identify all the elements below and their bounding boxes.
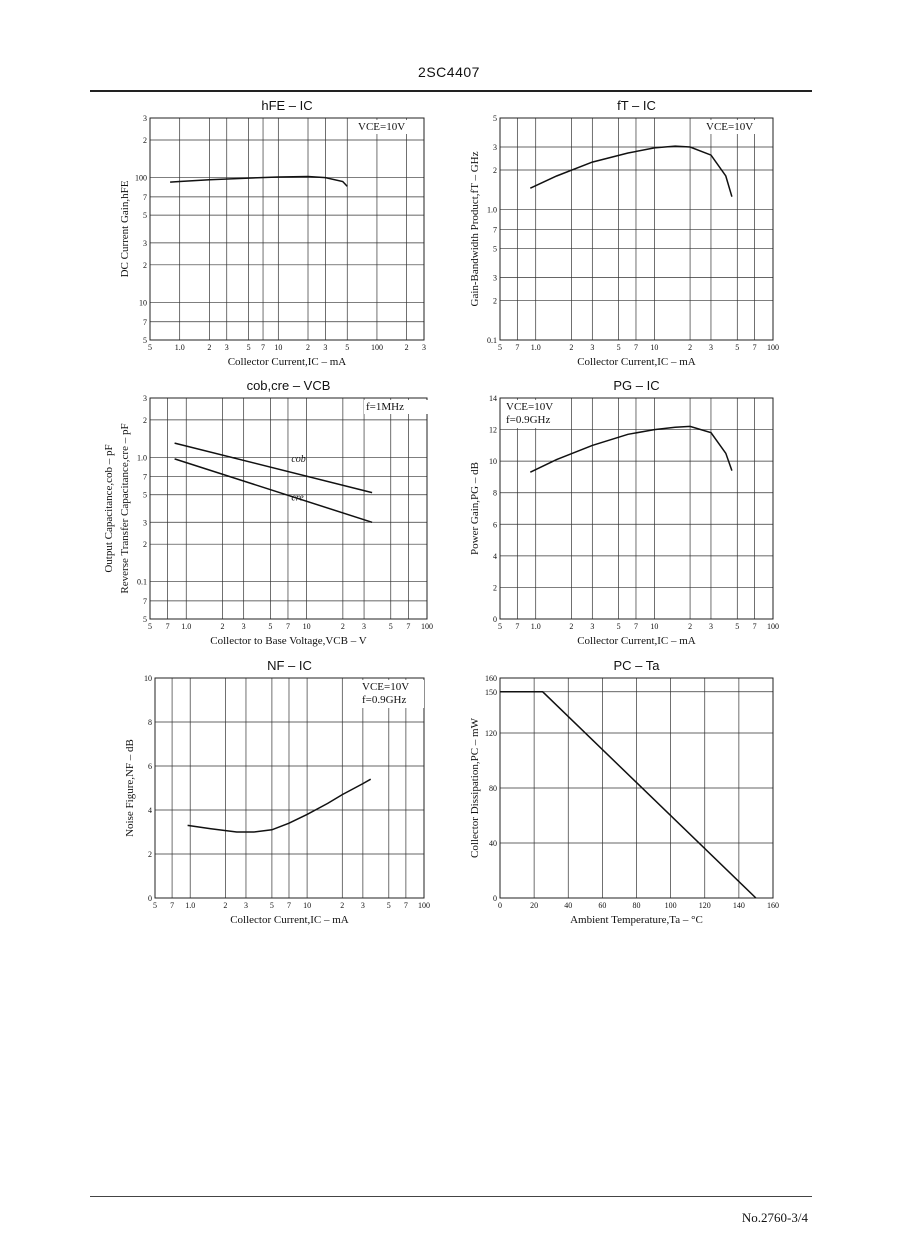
y-tick-label: 3 [493,142,497,152]
plot-frame [500,398,773,619]
y-tick-label: 7 [143,317,147,327]
plot-frame [150,118,424,340]
x-tick-label: 2 [207,343,212,352]
x-tick-label: 100 [767,343,779,352]
series-label-cre: cre [291,492,304,504]
chart-title: NF – IC [267,658,312,673]
x-tick-label: 5 [386,901,391,910]
x-tick-label: 10 [650,343,659,352]
y-tick-label: 7 [143,192,147,202]
y-tick-label: 5 [493,244,497,254]
y-axis-label: Collector Dissipation,PC – mW [469,718,481,858]
x-tick-label: 10 [274,343,283,352]
y-tick-label: 150 [485,687,497,697]
chart-cob [103,378,433,647]
x-tick-label: 160 [767,901,779,910]
y-tick-label: 0 [493,615,497,624]
y-tick-label: 5 [143,615,147,624]
x-tick-label: 10 [303,901,312,910]
x-axis-label: Collector Current,IC – mA [577,356,696,368]
y-tick-label: 5 [143,336,147,345]
condition-label: VCE=10V [706,121,754,133]
x-tick-label: 5 [268,622,273,631]
x-tick-label: 2 [404,343,409,352]
condition-label: f=1MHz [366,401,404,413]
y-tick-label: 6 [148,762,152,771]
x-tick-label: 3 [224,343,229,352]
x-tick-label: 100 [664,901,677,910]
y-tick-label: 0.1 [487,336,497,345]
x-tick-label: 7 [261,343,266,352]
condition-label-secondary: f=0.9GHz [362,694,407,706]
x-tick-label: 10 [650,622,659,631]
y-tick-label: 2 [148,850,152,859]
x-tick-label: 20 [530,901,539,910]
y-tick-label: 8 [493,488,497,498]
y-tick-label: 8 [148,718,152,727]
condition-label: VCE=10V [362,681,410,693]
y-tick-label: 3 [143,238,147,248]
x-tick-label: 3 [708,343,713,352]
y-tick-label: 4 [493,551,497,561]
x-tick-label: 2 [569,343,574,352]
y-tick-label: 3 [143,114,147,123]
chart-pc [469,658,779,926]
chart-nf [124,658,430,926]
y-axis-label: DC Current Gain,hFE [119,180,131,278]
x-tick-label: 7 [285,622,290,631]
y-tick-label: 3 [143,518,147,528]
y-axis-label: Output Capacitance,cob – pF [103,444,115,573]
x-tick-label: 5 [153,901,157,910]
series-label-cob: cob [291,453,306,465]
x-tick-label: 5 [148,622,152,631]
series-line [188,779,371,832]
x-axis-label: Collector Current,IC – mA [227,356,347,368]
y-axis-label: Gain-Bandwidth Product,fT – GHz [469,151,481,307]
y-tick-label: 7 [143,596,147,606]
x-tick-label: 5 [246,343,251,352]
x-tick-label: 7 [406,622,411,631]
plot-frame [150,398,427,619]
x-axis-label: Collector to Base Voltage,VCB – V [210,635,367,647]
x-tick-label: 7 [633,622,638,631]
x-tick-label: 2 [223,901,228,910]
y-tick-label: 2 [493,165,497,175]
condition-label: VCE=10V [506,401,554,413]
y-tick-label: 2 [493,583,497,593]
chart-title: PC – Ta [613,658,660,673]
x-tick-label: 60 [598,901,607,910]
y-tick-label: 5 [493,114,497,123]
x-tick-label: 3 [422,343,426,352]
y-tick-label: 2 [143,540,147,550]
condition-label-secondary: f=0.9GHz [506,414,551,426]
series-line [170,177,347,187]
y-tick-label: 12 [489,425,497,435]
y-tick-label: 40 [489,839,497,848]
x-tick-label: 5 [498,343,502,352]
x-tick-label: 3 [243,901,248,910]
y-tick-label: 14 [489,394,497,403]
y-axis-label: Noise Figure,NF – dB [124,739,136,837]
x-tick-label: 100 [767,622,779,631]
chart-ft [469,98,779,368]
x-tick-label: 2 [306,343,311,352]
y-tick-label: 10 [489,457,497,467]
x-axis-label: Collector Current,IC – mA [230,914,349,926]
x-tick-label: 3 [590,622,595,631]
x-tick-label: 2 [569,622,574,631]
series-line [530,146,732,197]
y-tick-label: 120 [485,729,497,738]
x-tick-label: 5 [735,622,740,631]
x-tick-label: 5 [345,343,350,352]
y-tick-label: 2 [143,260,147,270]
chart-title: fT – IC [617,98,656,113]
x-tick-label: 1.0 [185,901,196,910]
x-tick-label: 3 [708,622,713,631]
x-tick-label: 7 [515,343,520,352]
chart-title: PG – IC [613,378,660,393]
x-tick-label: 5 [616,622,621,631]
x-tick-label: 2 [220,622,225,631]
x-tick-label: 1.0 [181,622,192,631]
x-tick-label: 140 [732,901,745,910]
y-tick-label: 0 [148,894,152,903]
x-tick-label: 7 [515,622,520,631]
x-tick-label: 120 [698,901,711,910]
x-tick-label: 10 [302,622,311,631]
page-title: 2SC4407 [418,64,480,80]
y-tick-label: 10 [139,298,147,308]
y-tick-label: 7 [143,472,147,482]
y-tick-label: 7 [493,225,497,235]
y-tick-label: 160 [485,674,497,683]
y-tick-label: 3 [143,394,147,403]
y-tick-label: 5 [143,211,147,221]
x-axis-label: Ambient Temperature,Ta – °C [570,914,703,926]
x-tick-label: 7 [752,343,757,352]
x-tick-label: 5 [269,901,274,910]
x-tick-label: 7 [286,901,291,910]
x-tick-label: 100 [370,343,383,352]
y-tick-label: 2 [493,296,497,306]
x-tick-label: 5 [388,622,393,631]
plot-frame [155,678,424,898]
x-tick-label: 7 [752,622,757,631]
footer-rule [90,1196,812,1197]
x-tick-label: 3 [360,901,365,910]
x-tick-label: 2 [688,343,693,352]
x-tick-label: 3 [323,343,328,352]
x-tick-label: 2 [688,622,693,631]
x-tick-label: 2 [340,622,345,631]
y-tick-label: 6 [493,520,497,530]
y-axis-label: Power Gain,PG – dB [469,462,481,555]
x-tick-label: 5 [735,343,740,352]
y-tick-label: 10 [144,674,152,683]
chart-title: hFE – IC [261,98,313,113]
x-tick-label: 5 [148,343,152,352]
x-tick-label: 5 [498,622,502,631]
x-tick-label: 7 [170,901,175,910]
y-tick-label: 2 [143,415,147,425]
x-tick-label: 100 [418,901,430,910]
y-tick-label: 0.1 [137,577,147,587]
y-tick-label: 5 [143,490,147,500]
x-tick-label: 7 [165,622,170,631]
y-tick-label: 100 [135,173,147,183]
y-tick-label: 2 [143,135,147,145]
x-tick-label: 80 [632,901,641,910]
x-tick-label: 3 [241,622,246,631]
x-tick-label: 2 [340,901,345,910]
x-tick-label: 40 [564,901,573,910]
x-tick-label: 7 [403,901,408,910]
series-line [530,426,732,472]
y-tick-label: 4 [148,806,152,815]
x-tick-label: 3 [362,622,367,631]
y-tick-label: 1.0 [487,205,497,215]
series-line [500,692,756,898]
y-tick-label: 3 [493,273,497,283]
x-tick-label: 1.0 [530,622,541,631]
y-tick-label: 0 [493,894,497,903]
x-tick-label: 7 [633,343,638,352]
x-tick-label: 3 [590,343,595,352]
x-axis-label: Collector Current,IC – mA [577,635,696,647]
chart-title: cob,cre – VCB [246,378,331,393]
x-tick-label: 1.0 [530,343,541,352]
chart-pg [469,378,779,647]
x-tick-label: 100 [421,622,433,631]
x-tick-label: 0 [498,901,502,910]
y-tick-label: 80 [489,784,497,793]
y-axis-label-secondary: Reverse Transfer Capacitance,cre – pF [119,423,131,594]
condition-label: VCE=10V [358,121,406,133]
chart-hfe [119,98,426,368]
x-tick-label: 5 [616,343,621,352]
page-number: No.2760-3/4 [741,1210,808,1225]
x-tick-label: 1.0 [174,343,185,352]
y-tick-label: 1.0 [137,453,147,463]
